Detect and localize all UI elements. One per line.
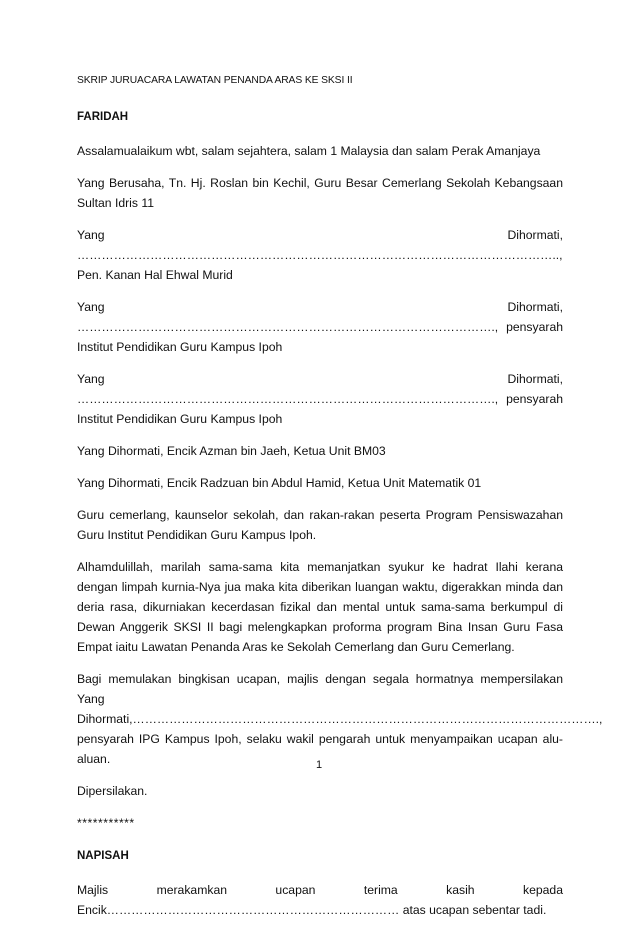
paragraph: Yang Dihormati, Encik Azman bin Jaeh, Ketua Unit BM03 — [77, 444, 386, 458]
paragraph: Alhamdulillah, marilah sama-sama kita memanjatkan syukur ke hadrat Ilahi kerana dengan limpah kurnia-Nya jua maka kita diberikan luangan waktu, digerakkan minda dan deria rasa, dikurniakan kecerdasan fizikal dan mental untuk sama-sama berkumpul di Dewan Anggerik SKSI II bagi melengkapkan proforma program Bina Insan Guru Fasa Empat iaitu Lawatan Penanda Aras ke Sekolah Cemerlang dan Guru Cemerlang. — [77, 560, 563, 654]
document-title: SKRIP JURUACARA LAWATAN PENANDA ARAS KE SKSI II — [77, 75, 353, 86]
document-body — [77, 71, 603, 932]
section-separator: *********** — [77, 816, 135, 830]
paragraph: Dipersilakan. — [77, 784, 148, 798]
paragraph: Yang Dihormati, Encik Radzuan bin Abdul Hamid, Ketua Unit Matematik 01 — [77, 476, 482, 490]
paragraph: Bagi memulakan bingkisan ucapan, majlis dengan segala hormatnya mempersilakan Yang Dihormati,……………………………………………………………………………………………………., pensyarah IPG Kampus Ipoh, selaku wakil pengarah untuk menyampaikan ucapan alu-aluan. — [77, 672, 603, 766]
speaker-name: NAPISAH — [77, 850, 129, 862]
speaker-name: FARIDAH — [77, 111, 129, 123]
page-number: 1 — [315, 759, 323, 771]
paragraph: Yang Dihormati, ……………………………………………………………………………………………………….., Pen. Kanan Hal Ehwal Murid — [77, 228, 563, 282]
paragraph: Yang Dihormati, …………………………………………………………………………………………., pensyarah Institut Pendidikan Guru Kampus Ipoh — [77, 300, 563, 354]
paragraph: Yang Dihormati, …………………………………………………………………………………………., pensyarah Institut Pendidikan Guru Kampus Ipoh — [77, 372, 563, 426]
paragraph: Guru cemerlang, kaunselor sekolah, dan rakan-rakan peserta Program Pensiswazahan Guru Institut Pendidikan Guru Kampus Ipoh. — [77, 508, 563, 542]
paragraph: Assalamualaikum wbt, salam sejahtera, salam 1 Malaysia dan salam Perak Amanjaya — [77, 144, 541, 158]
paragraph: Majlis merakamkan ucapan terima kasih kepada Encik……………………………………………………………… atas ucapan sebentar tadi. — [77, 883, 563, 917]
paragraph: Yang Berusaha, Tn. Hj. Roslan bin Kechil, Guru Besar Cemerlang Sekolah Kebangsaan Sultan Idris 11 — [77, 176, 563, 210]
